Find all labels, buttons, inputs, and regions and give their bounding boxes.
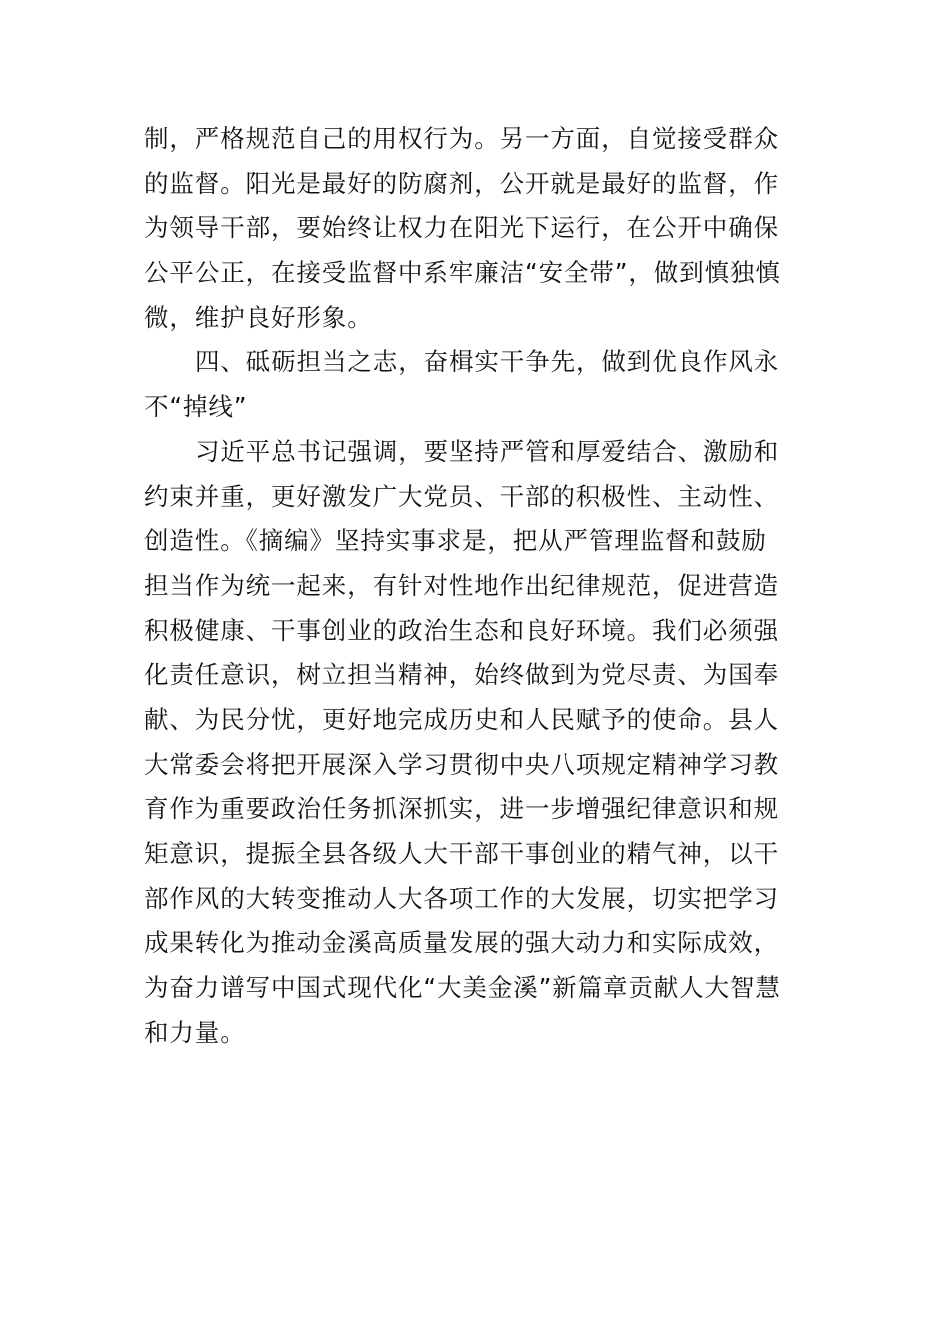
heading-line: 不“掉线”: [144, 392, 248, 422]
text-line: 为奋力谱写中国式现代化“大美金溪”新篇章贡献人大智慧: [144, 973, 781, 1003]
text-line: 为领导干部，要始终让权力在阳光下运行，在公开中确保: [144, 213, 779, 243]
paragraph-supervision: [144, 117, 808, 340]
text-line: 的监督。阳光是最好的防腐剂，公开就是最好的监督，作: [144, 168, 779, 198]
heading-line: 四、砥砺担当之志，奋楫实干争先，做到优良作风永: [195, 347, 780, 377]
text-line: 成果转化为推动金溪高质量发展的强大动力和实际成效，: [144, 928, 779, 958]
text-line: 习近平总书记强调，要坚持严管和厚爱结合、激励和: [195, 436, 780, 466]
text-line: 创造性。《摘编》坚持实事求是，把从严管理监督和鼓励: [144, 526, 767, 556]
text-line: 公平公正，在接受监督中系牢廉洁“安全带”，做到慎独慎: [144, 258, 781, 288]
text-line: 矩意识，提振全县各级人大干部干事创业的精气神，以干: [144, 839, 779, 868]
text-line: 化责任意识，树立担当精神，始终做到为党尽责、为国奉: [144, 660, 779, 690]
text-line: 大常委会将把开展深入学习贯彻中央八项规定精神学习教: [144, 749, 779, 779]
text-line: 和力量。: [144, 1017, 246, 1047]
section-heading-four: [144, 340, 808, 429]
text-line: [144, 1055, 808, 1100]
document-body: [144, 117, 808, 1145]
paragraph-responsibility: [144, 430, 808, 1145]
text-line: 献、为民分忧，更好地完成历史和人民赋予的使命。县人: [144, 704, 779, 734]
text-line: 积极健康、干事创业的政治生态和良好环境。我们必须强: [144, 615, 779, 645]
text-line: 担当作为统一起来，有针对性地作出纪律规范，促进营造: [144, 570, 779, 600]
text-line: 制，严格规范自己的用权行为。另一方面，自觉接受群众: [144, 124, 779, 153]
text-line: 微，维护良好形象。: [144, 302, 373, 332]
text-line: 约束并重，更好激发广大党员、干部的积极性、主动性、: [144, 481, 779, 511]
text-line: 育作为重要政治任务抓深抓实，进一步增强纪律意识和规: [144, 794, 779, 824]
text-line: 部作风的大转变推动人大各项工作的大发展，切实把学习: [144, 883, 779, 913]
text-line: [144, 1100, 808, 1145]
